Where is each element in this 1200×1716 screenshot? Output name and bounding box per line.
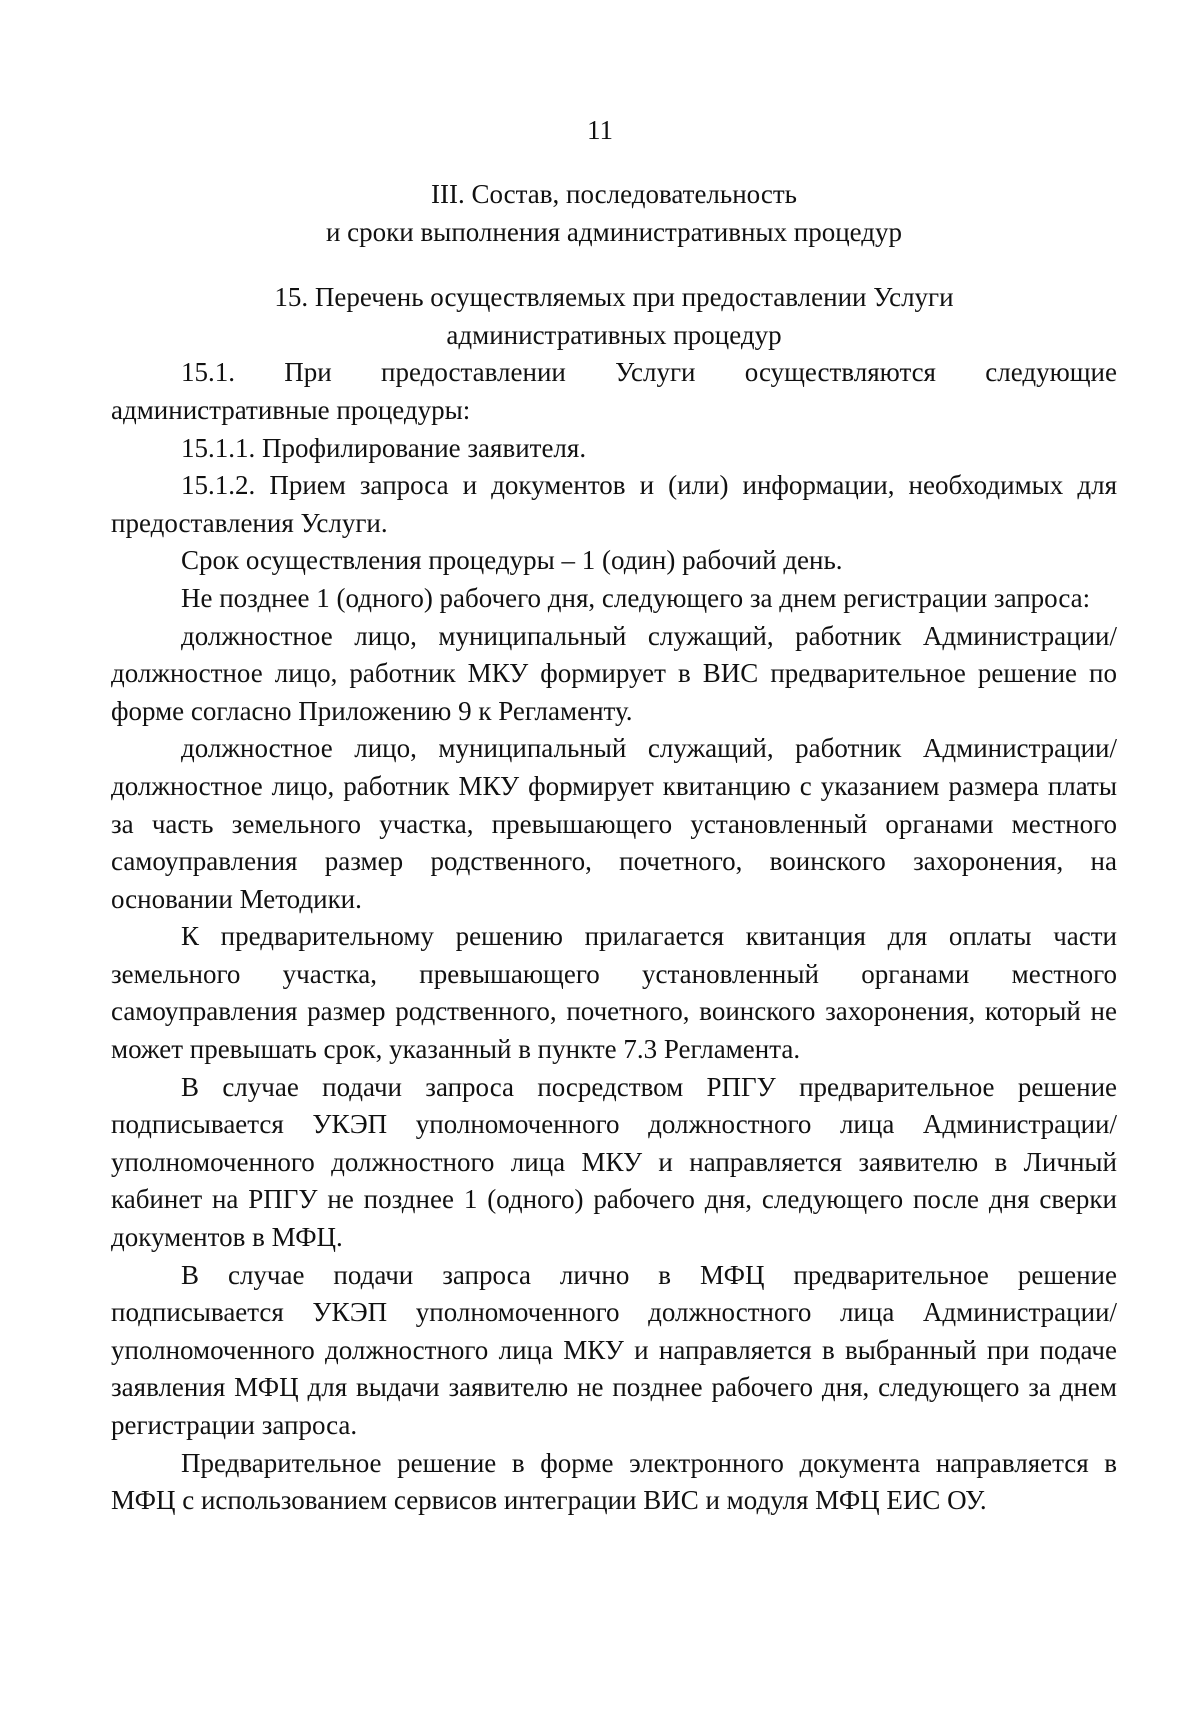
paragraph-receipt-attachment: К предварительному решению прилагается квитанция для оплаты части земельного участка, превышающего установленный органами местного самоуправления размер родственного, почетного, воинского захоронения, который не может превышать срок, указанный в пункте 7.3 Регламента. — [111, 921, 1117, 1065]
subsection-heading-line1: 15. Перечень осуществляемых при предоставлении Услуги — [274, 282, 954, 313]
paragraph-procedure-term: Срок осуществления процедуры – 1 (один) рабочий день. — [181, 545, 843, 576]
paragraph-receipt: должностное лицо, муниципальный служащий, работник Администрации/должностное лицо, работник МКУ формирует квитанцию с указанием размера платы за часть земельного участка, превышающего установленный органами местного самоуправления размер родственного, почетного, воинского захоронения, на основании Методики. — [111, 733, 1117, 914]
section-heading-line1: III. Состав, последовательность — [431, 179, 797, 209]
paragraph-15-1-2: 15.1.2. Прием запроса и документов и (или) информации, необходимых для предоставления Услуги. — [111, 470, 1117, 538]
section-heading — [111, 176, 1117, 251]
paragraph-15-1-1: 15.1.1. Профилирование заявителя. — [181, 432, 587, 463]
section-heading-line2: и сроки выполнения административных процедур — [325, 216, 903, 247]
paragraph-rpgu-submission: В случае подачи запроса посредством РПГУ предварительное решение подписывается УКЭП уполномоченного должностного лица Администрации/уполномоченного должностного лица МКУ и направляется заявителю в Личный кабинет на РПГУ не позднее 1 (одного) рабочего дня, следующего после дня сверки документов в МФЦ. — [111, 1071, 1117, 1253]
paragraph-deadline: Не позднее 1 (одного) рабочего дня, следующего за днем регистрации запроса: — [181, 582, 1091, 613]
paragraph-electronic-document: Предварительное решение в форме электронного документа направляется в МФЦ с использованием сервисов интеграции ВИС и модуля МФЦ ЕИС ОУ. — [111, 1447, 1117, 1516]
document-body — [111, 176, 1117, 1520]
subsection-heading-line2: административных процедур — [446, 319, 782, 350]
subsection-heading — [111, 279, 1117, 354]
paragraph-preliminary-decision: должностное лицо, муниципальный служащий, работник Администрации/должностное лицо, работник МКУ формирует в ВИС предварительное решение по форме согласно Приложению 9 к Регламенту. — [111, 620, 1117, 726]
page-number: 11 — [587, 115, 613, 145]
paragraph-mfc-submission: В случае подачи запроса лично в МФЦ предварительное решение подписывается УКЭП уполномоченного должностного лица Администрации/уполномоченного должностного лица МКУ и направляется в выбранный при подаче заявления МФЦ для выдачи заявителю не позднее рабочего дня, следующего за днем регистрации запроса. — [111, 1259, 1117, 1440]
paragraph-15-1: 15.1. При предоставлении Услуги осуществляются следующие административные процедуры: — [111, 357, 1117, 425]
